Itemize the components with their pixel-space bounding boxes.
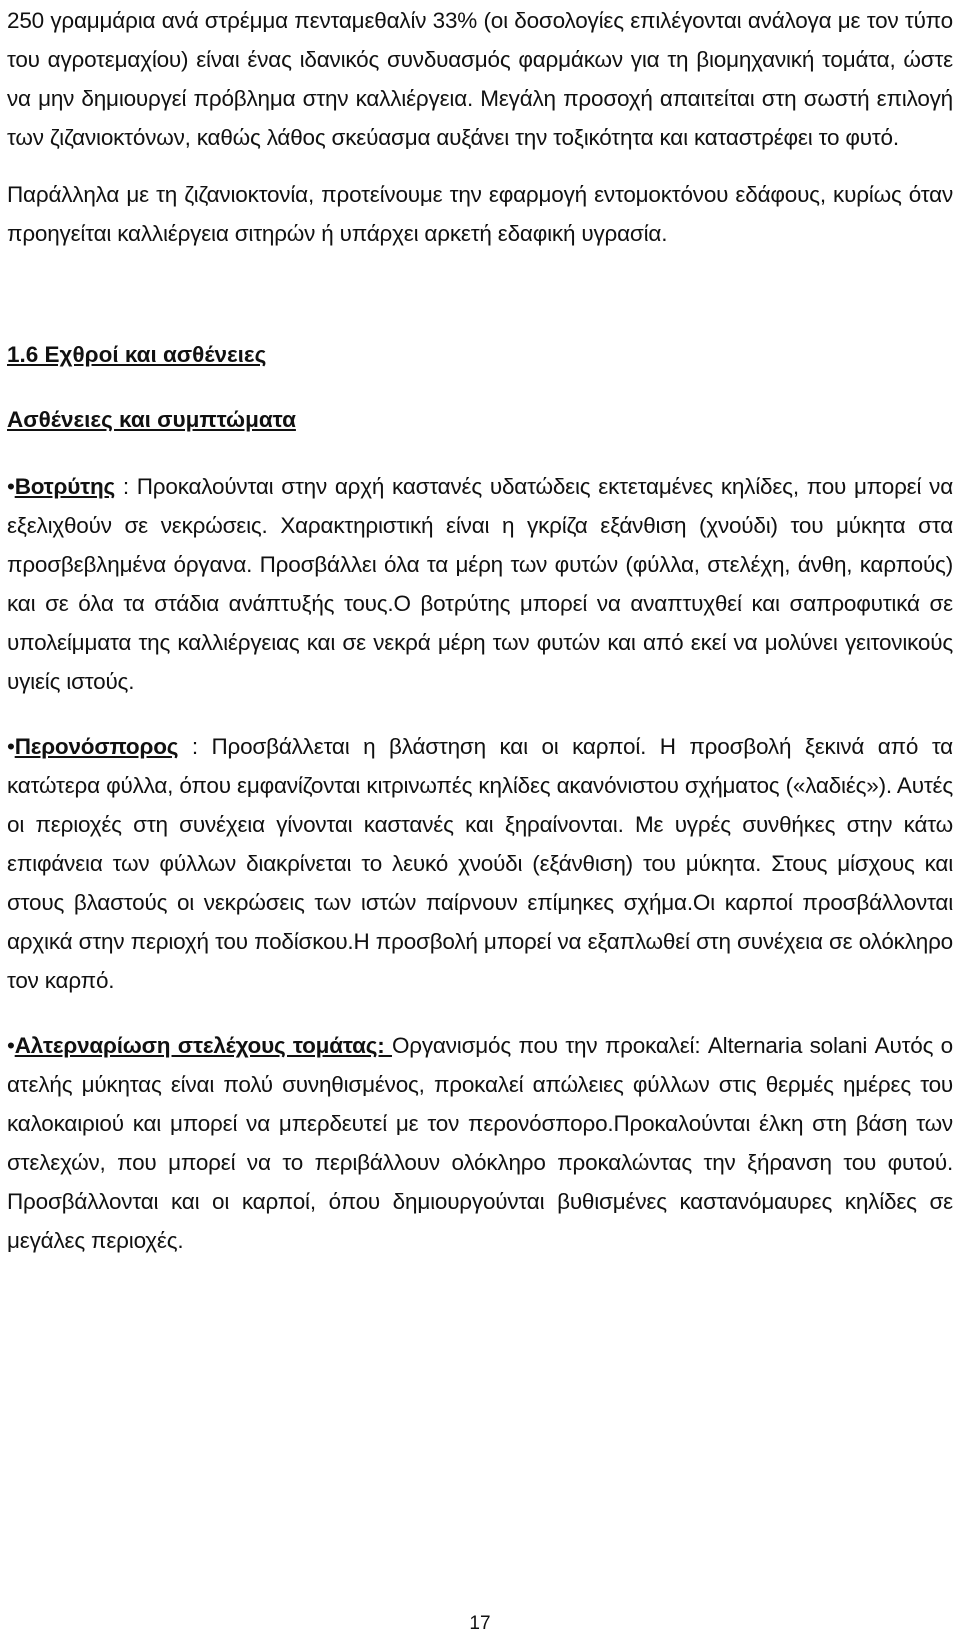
intro-paragraph-2: Παράλληλα με τη ζιζανιοκτονία, προτείνουμε την εφαρμογή εντομοκτόνου εδάφους, κυρίως όταν προηγείται καλλιέργεια σιτηρών ή υπάρχει αρκετή εδαφική υγρασία. (7, 182, 953, 246)
page-number: 17 (469, 1613, 491, 1634)
disease-description: Προκαλούνται στην αρχή καστανές υδατώδεις εκτεταμένες κηλίδες, που μπορεί να εξελιχθούν σε νεκρώσεις. Χαρακτηριστική είναι η γκρίζα εξάνθιση (χνούδι) του μύκητα στα προσβεβλημένα όργανα. Προσβάλλει όλα τα μέρη των φυτών (φύλλα, στελέχη, άνθη, καρπούς) και σε όλα τα στάδια ανάπτυξής τους.Ο βοτρύτης μπορεί να αναπτυχθεί και σαπροφυτικά σε υπολείμματα της καλλιέργειας και σε νεκρά μέρη των φυτών και από εκεί να μολύνει γειτονικούς υγιείς ιστούς. (7, 474, 954, 694)
disease-item-downy-mildew (7, 727, 953, 1000)
bullet-icon: • (7, 734, 15, 759)
bullet-icon: • (7, 1033, 15, 1058)
section-heading: 1.6 Εχθροί και ασθένειες (7, 342, 267, 367)
term-separator: : (115, 474, 137, 499)
page-body (7, 0, 953, 1260)
intro-paragraph-1: 250 γραμμάρια ανά στρέμμα πενταμεθαλίν 33% (οι δοσολογίες επιλέγονται ανάλογα με τον τύπο του αγροτεμαχίου) είναι ένας ιδανικός συνδυασμός φαρμάκων για τη βιομηχανική τομάτα, ώστε να μην δημιουργεί πρόβλημα στην καλλιέργεια. Μεγάλη προσοχή απαιτείται στη σωστή επιλογή των ζιζανιοκτόνων, καθώς λάθος σκεύασμα αυξάνει την τοξικότητα και καταστρέφει το φυτό. (7, 8, 953, 150)
disease-item-botrytis (7, 467, 953, 701)
disease-item-alternaria (7, 1026, 953, 1260)
term-separator: : (178, 734, 212, 759)
disease-term: Περονόσπορος (14, 734, 179, 759)
subsection-heading: Ασθένειες και συμπτώματα (7, 407, 296, 432)
disease-description: Προσβάλλεται η βλάστηση και οι καρποί. Η προσβολή ξεκινά από τα κατώτερα φύλλα, όπου εμφανίζονται κιτρινωπές κηλίδες ακανόνιστου σχήματος («λαδιές»). Αυτές οι περιοχές στη συνέχεια γίνονται καστανές και ξηραίνονται. Με υγρές συνθήκες στην κάτω επιφάνεια των φύλλων διακρίνεται το λευκό χνούδι (εξάνθιση) του μύκητα. Στους μίσχους και στους βλαστούς οι νεκρώσεις των ιστών παίρνουν επίμηκες σχήμα.Οι καρποί προσβάλλονται αρχικά στην περιοχή του ποδίσκου.Η προσβολή μπορεί να εξαπλωθεί στη συνέχεια σε ολόκληρο τον καρπό. (7, 734, 953, 993)
disease-term: Αλτερναρίωση στελέχους τομάτας: (14, 1033, 392, 1058)
bullet-icon: • (7, 474, 15, 499)
disease-term: Βοτρύτης (14, 474, 115, 499)
disease-description: Οργανισμός που την προκαλεί: Alternaria solani Αυτός ο ατελής μύκητας είναι πολύ συνηθισμένος, προκαλεί απώλειες φύλλων στις θερμές ημέρες του καλοκαιριού και μπορεί να μπερδευτεί με τον περονόσπορο.Προκαλούνται έλκη στη βάση των στελεχών, που μπορεί να το περιβάλλουν ολόκληρο προκαλώντας την ξήρανση του φυτού. Προσβάλλονται και οι καρποί, όπου δημιουργούνται βυθισμένες καστανόμαυρες κηλίδες σε μεγάλες περιοχές. (7, 1033, 953, 1253)
